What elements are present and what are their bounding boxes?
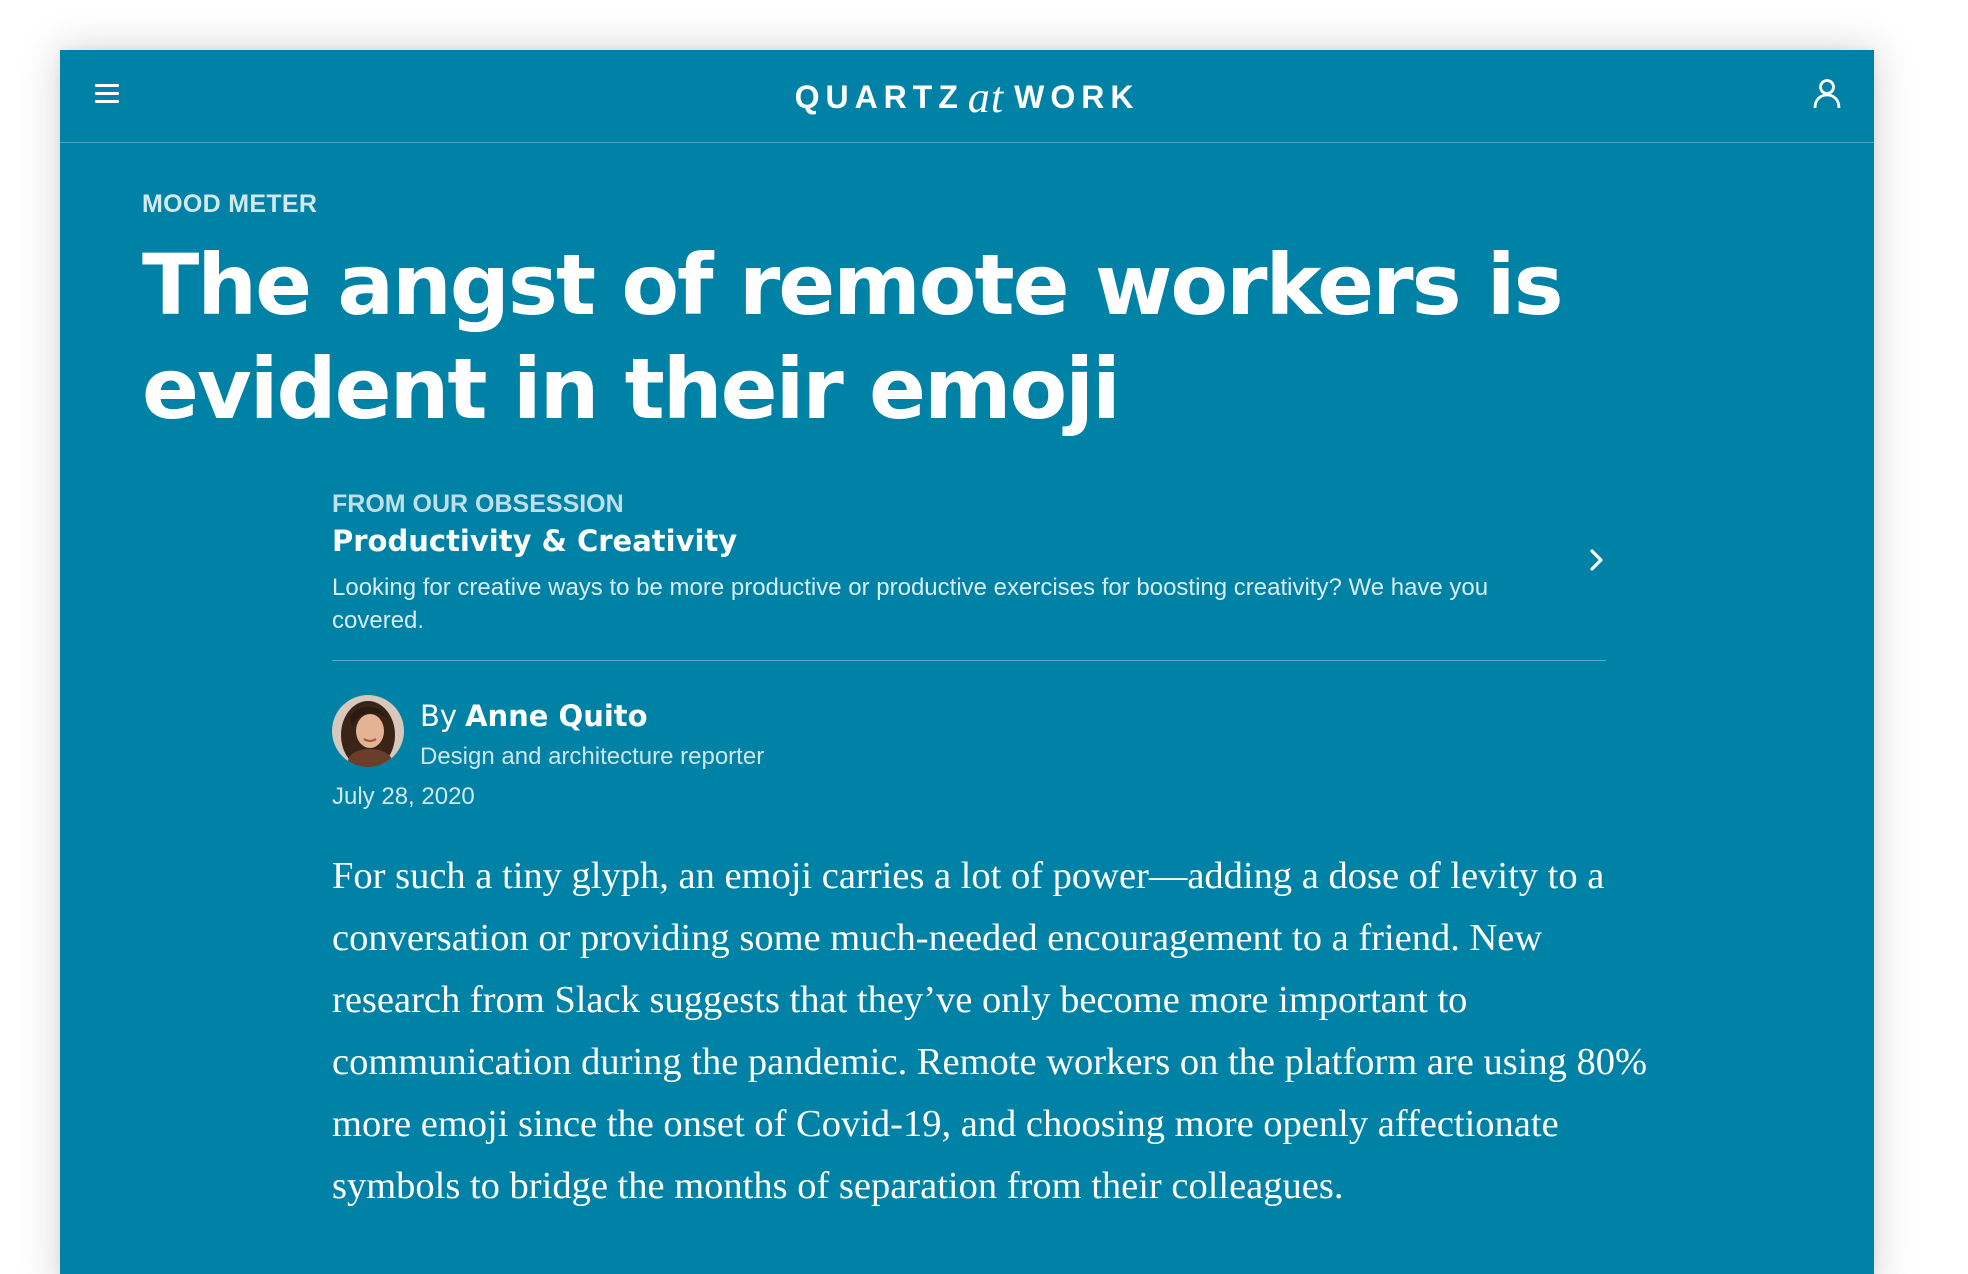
- article-headline: The angst of remote workers is evident in their emoji: [142, 236, 1562, 438]
- obsession-label: FROM OUR OBSESSION: [332, 490, 624, 518]
- article-page: [60, 50, 1874, 1274]
- logo-quartz-text: QUARTZ: [794, 79, 964, 115]
- user-account-icon[interactable]: [1812, 78, 1842, 110]
- article-body-paragraph: For such a tiny glyph, an emoji carries a lot of power—adding a dose of levity to a conversation or providing some much-needed encouragement to a friend. New research from Slack suggests that they’ve only become more important to communication during the pandemic. Remote workers on the platform are using 80% more emoji since the onset of Covid-19, and choosing more openly affectionate symbols to bridge the months of separation from their colleagues.: [332, 855, 1648, 1207]
- logo-at-text: at: [967, 73, 1005, 122]
- publish-date: July 28, 2020: [332, 783, 475, 810]
- author-role: Design and architecture reporter: [420, 743, 765, 770]
- author-line: [420, 699, 648, 733]
- chevron-glyph: [1588, 546, 1606, 574]
- obsession-card[interactable]: [332, 490, 1606, 661]
- logo-work-text: WORK: [1014, 79, 1140, 115]
- site-logo[interactable]: [60, 72, 1874, 122]
- author-byline: [332, 695, 1232, 815]
- top-navigation-bar: [60, 50, 1874, 143]
- chevron-right-icon[interactable]: [1588, 546, 1606, 574]
- obsession-title[interactable]: Productivity & Creativity: [332, 524, 738, 558]
- obsession-description: Looking for creative ways to be more productive or productive exercises for boosting creativity? We have you covered.: [332, 574, 1489, 634]
- avatar-image: [332, 695, 404, 767]
- user-icon-glyph: [1812, 78, 1842, 110]
- byline-prefix: By: [420, 699, 458, 733]
- article-kicker[interactable]: MOOD METER: [142, 190, 318, 218]
- author-avatar[interactable]: [332, 695, 404, 767]
- author-name-link[interactable]: Anne Quito: [465, 699, 648, 733]
